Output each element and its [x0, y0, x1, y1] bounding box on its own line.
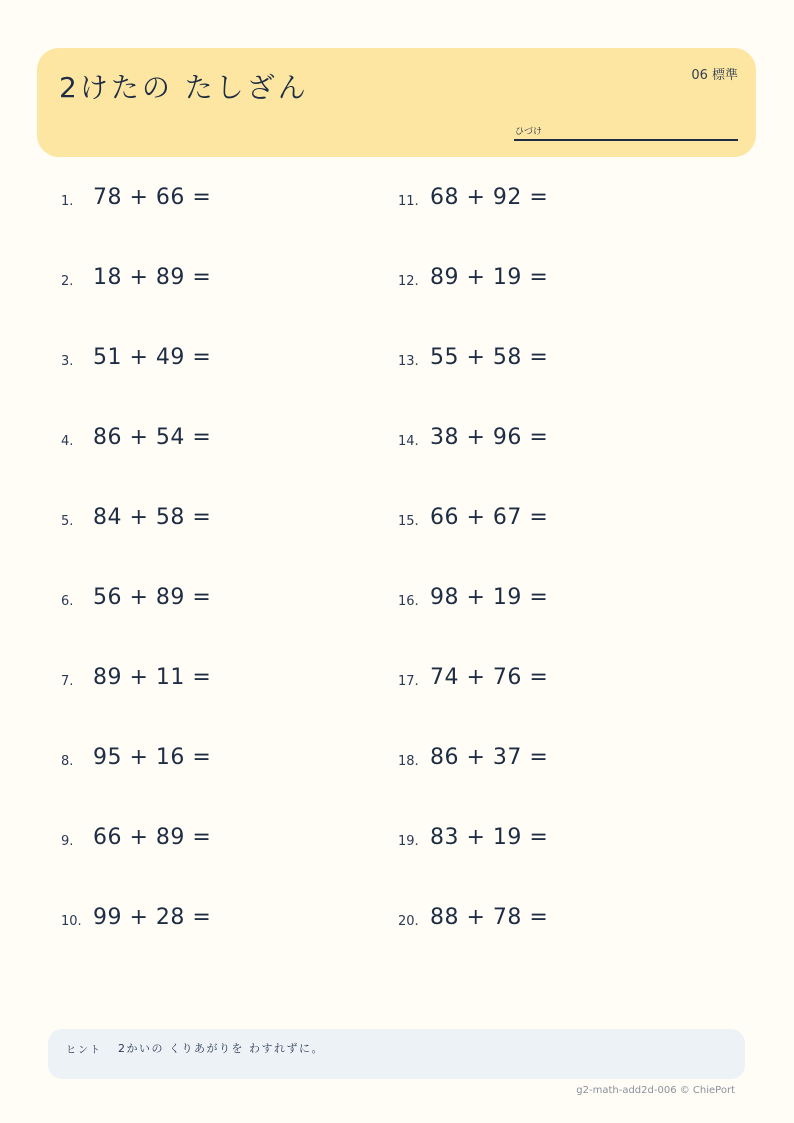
problem-number: 15. — [398, 514, 419, 529]
date-label: ひづけ — [515, 127, 543, 137]
header-banner — [37, 48, 756, 157]
level-badge: 06 標準 — [691, 68, 738, 83]
date-field-line[interactable] — [514, 139, 738, 141]
problem-expression: 98 + 19 = — [430, 585, 549, 610]
problem-number: 10. — [61, 914, 82, 929]
footer-credit: g2-math-add2d-006 © ChiePort — [576, 1085, 735, 1096]
problem-number: 17. — [398, 674, 419, 689]
problem-expression: 74 + 76 = — [430, 665, 549, 690]
hint-label: ヒント — [66, 1045, 102, 1056]
problem-expression: 86 + 37 = — [430, 745, 549, 770]
problem-expression: 84 + 58 = — [93, 505, 212, 530]
problem-expression: 89 + 11 = — [93, 665, 212, 690]
problem-number: 9. — [61, 834, 74, 849]
problem-expression: 95 + 16 = — [93, 745, 212, 770]
problem-number: 20. — [398, 914, 419, 929]
problem-expression: 89 + 19 = — [430, 265, 549, 290]
problem-number: 1. — [61, 194, 74, 209]
hint-box — [48, 1029, 745, 1079]
problem-expression: 86 + 54 = — [93, 425, 212, 450]
problem-number: 7. — [61, 674, 74, 689]
problem-expression: 78 + 66 = — [93, 185, 212, 210]
problem-expression: 68 + 92 = — [430, 185, 549, 210]
problem-expression: 66 + 67 = — [430, 505, 549, 530]
problem-number: 14. — [398, 434, 419, 449]
hint-text: 2かいの くりあがりを わすれずに。 — [118, 1042, 324, 1055]
problem-number: 16. — [398, 594, 419, 609]
problem-number: 8. — [61, 754, 74, 769]
problem-expression: 38 + 96 = — [430, 425, 549, 450]
problem-number: 6. — [61, 594, 74, 609]
problem-expression: 83 + 19 = — [430, 825, 549, 850]
problem-expression: 56 + 89 = — [93, 585, 212, 610]
problem-expression: 55 + 58 = — [430, 345, 549, 370]
problem-number: 3. — [61, 354, 74, 369]
problem-expression: 51 + 49 = — [93, 345, 212, 370]
problem-number: 12. — [398, 274, 419, 289]
problem-expression: 66 + 89 = — [93, 825, 212, 850]
problem-number: 5. — [61, 514, 74, 529]
problem-number: 18. — [398, 754, 419, 769]
problem-number: 4. — [61, 434, 74, 449]
problem-expression: 18 + 89 = — [93, 265, 212, 290]
problem-expression: 88 + 78 = — [430, 905, 549, 930]
problem-number: 2. — [61, 274, 74, 289]
problem-expression: 99 + 28 = — [93, 905, 212, 930]
page-title: 2けたの たしざん — [59, 71, 309, 104]
problem-number: 19. — [398, 834, 419, 849]
problem-number: 11. — [398, 194, 419, 209]
problem-number: 13. — [398, 354, 419, 369]
